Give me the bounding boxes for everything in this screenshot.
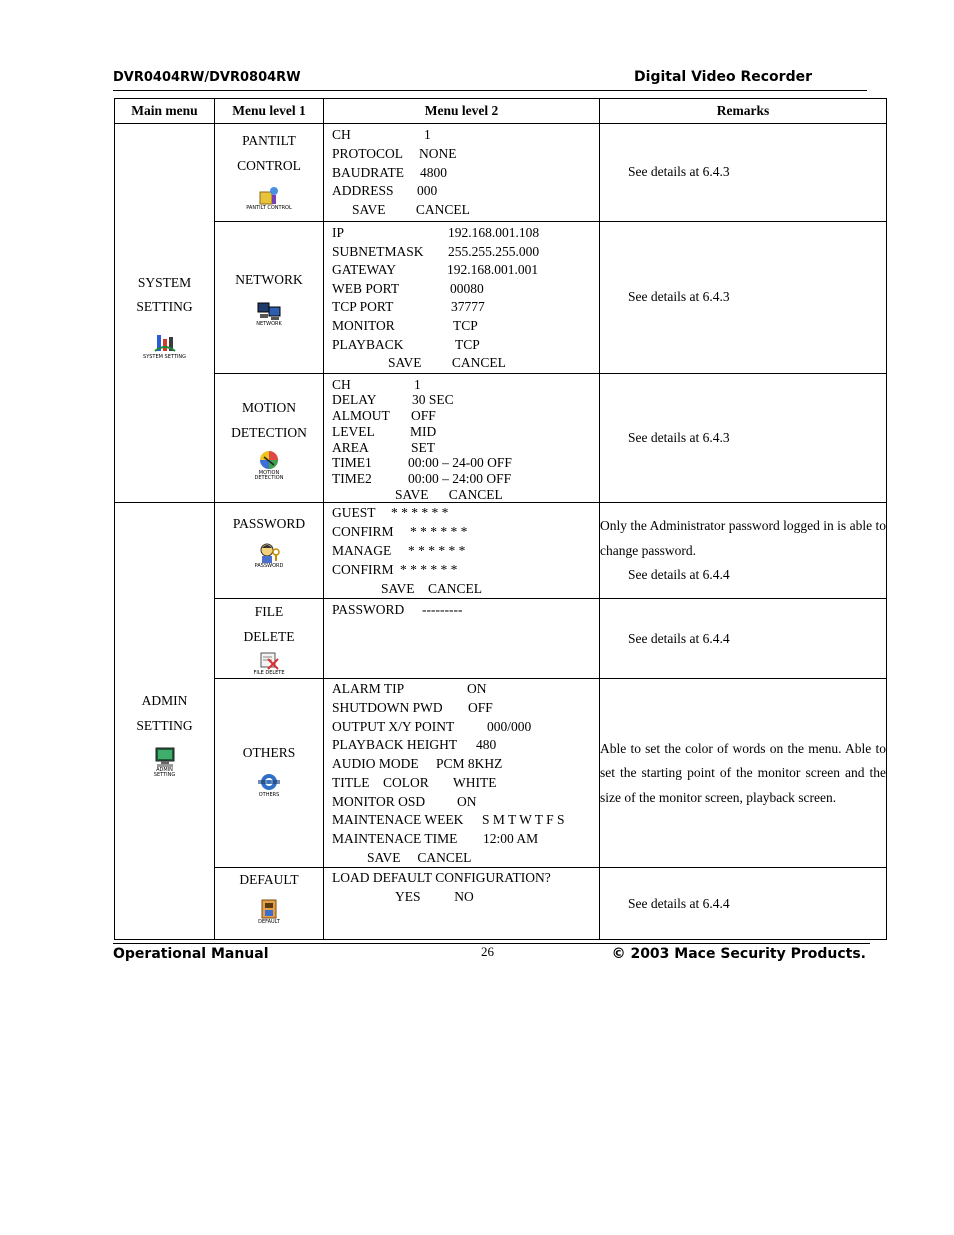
setting-value: S M T W T F S xyxy=(482,812,565,828)
default-icon xyxy=(256,898,282,924)
setting-key: BAUDRATE xyxy=(332,164,405,180)
col-header-remarks: Remarks xyxy=(600,99,887,124)
level1-network xyxy=(215,222,324,374)
setting-key: TIME2 xyxy=(332,470,372,486)
setting-row xyxy=(332,280,599,299)
pantilt-control-icon xyxy=(246,184,292,211)
setting-row xyxy=(332,736,599,755)
setting-value: * * * * * * xyxy=(400,561,458,577)
network-label: NETWORK xyxy=(235,271,303,287)
remark-password xyxy=(600,503,887,599)
level1-others xyxy=(215,679,324,868)
setting-key: SUBNETMASK xyxy=(332,243,424,259)
level1-default xyxy=(215,868,324,940)
setting-value: 255.255.255.000 xyxy=(448,243,540,259)
others-icon xyxy=(256,771,282,797)
level2-others-settings xyxy=(324,679,600,868)
setting-value: TCP xyxy=(455,336,480,352)
table-header-row xyxy=(115,99,887,124)
table-row-motion-detection xyxy=(115,373,887,503)
setting-row xyxy=(332,774,599,793)
setting-row xyxy=(332,504,599,523)
remark-text: See details at 6.4.3 xyxy=(628,429,730,445)
setting-key: TITLE COLOR xyxy=(332,774,429,790)
table-row-default xyxy=(115,868,887,940)
setting-value: 37777 xyxy=(451,299,485,315)
others-actions: SAVE CANCEL xyxy=(367,849,472,865)
setting-row xyxy=(332,755,599,774)
remark-pantilt xyxy=(600,124,887,222)
setting-key: SHUTDOWN PWD xyxy=(332,700,443,716)
setting-row xyxy=(332,224,599,243)
footer-manual-title: Operational Manual xyxy=(113,946,269,962)
remark-text: See details at 6.4.3 xyxy=(628,164,730,180)
page-footer xyxy=(113,943,870,968)
setting-value: MID xyxy=(410,423,437,439)
setting-value: OFF xyxy=(411,408,436,424)
setting-key: CH xyxy=(332,127,351,142)
setting-value: 00:00 – 24:00 OFF xyxy=(408,470,512,486)
setting-row xyxy=(332,699,599,718)
setting-row xyxy=(332,471,599,487)
level2-network-settings xyxy=(324,222,600,374)
page-number: 26 xyxy=(481,944,494,959)
setting-key: GUEST xyxy=(332,505,376,521)
pantilt-icon-caption: PANTILT CONTROL xyxy=(246,205,292,211)
system-setting-icon xyxy=(143,333,186,360)
level1-password xyxy=(215,503,324,599)
setting-key: PLAYBACK xyxy=(332,336,404,352)
default-actions: YES NO xyxy=(395,889,474,905)
setting-row xyxy=(332,377,599,393)
setting-value: --------- xyxy=(422,602,463,618)
admin-setting-icon xyxy=(152,746,178,780)
others-icon-caption: OTHERS xyxy=(258,791,280,798)
header-model: DVR0404RW/DVR0804RW xyxy=(113,70,301,85)
setting-value: SET xyxy=(411,439,436,455)
remark-description: Able to set the color of words on the menu. Able to set the starting point of the monitor screen and the size of the monitor screen, playback screen. xyxy=(600,740,886,805)
setting-key: MONITOR xyxy=(332,317,395,333)
setting-value: 30 SEC xyxy=(412,392,454,408)
default-icon-caption: DEFAULT xyxy=(258,919,280,926)
footer-copyright: © 2003 Mace Security Products. xyxy=(611,946,866,962)
file-delete-label-line2: DELETE xyxy=(243,629,295,645)
setting-row xyxy=(332,298,599,317)
setting-value: NONE xyxy=(419,145,457,161)
setting-key: GATEWAY xyxy=(332,262,396,278)
setting-row xyxy=(332,718,599,737)
remark-motion xyxy=(600,373,887,503)
setting-row xyxy=(332,126,599,145)
table-row-others xyxy=(115,679,887,868)
remark-text: See details at 6.4.3 xyxy=(628,289,730,305)
table-row-file-delete xyxy=(115,599,887,679)
setting-key: AREA xyxy=(332,439,369,455)
setting-value: * * * * * * xyxy=(408,542,466,558)
setting-row xyxy=(332,317,599,336)
admin-label-line2: SETTING xyxy=(136,718,193,734)
setting-row xyxy=(332,261,599,280)
password-icon xyxy=(256,542,282,568)
setting-key: PROTOCOL xyxy=(332,145,404,161)
pantilt-actions: SAVE CANCEL xyxy=(352,202,470,218)
level1-pantilt-control xyxy=(215,124,324,222)
col-header-main-menu: Main menu xyxy=(115,99,215,124)
system-label-line2: SETTING xyxy=(136,298,193,314)
level2-password-settings xyxy=(324,503,600,599)
setting-value: PCM 8KHZ xyxy=(436,756,503,772)
setting-value: ON xyxy=(457,793,477,809)
default-label: DEFAULT xyxy=(239,872,299,888)
setting-row xyxy=(332,811,599,830)
setting-row xyxy=(332,336,599,355)
header-product: Digital Video Recorder xyxy=(634,69,812,85)
setting-value: 00:00 – 24-00 OFF xyxy=(408,455,512,471)
setting-row xyxy=(332,145,599,164)
motion-icon-caption-1: MOTION xyxy=(258,470,280,477)
file-delete-icon-caption: FILE DELETE xyxy=(253,670,285,677)
setting-row xyxy=(332,408,599,424)
admin-icon-caption-2: SETTING xyxy=(153,772,176,779)
remark-default xyxy=(600,868,887,940)
default-question: LOAD DEFAULT CONFIGURATION? xyxy=(332,870,551,886)
setting-key: IP xyxy=(332,225,345,240)
others-label: OTHERS xyxy=(242,744,296,760)
network-icon-caption: NETWORK xyxy=(256,320,282,327)
system-icon-caption: SYSTEM SETTING xyxy=(143,353,186,360)
setting-key: ALMOUT xyxy=(332,408,390,424)
setting-value: OFF xyxy=(468,700,493,716)
network-icon xyxy=(256,300,282,326)
setting-key: MANAGE xyxy=(332,542,392,558)
setting-key: PLAYBACK HEIGHT xyxy=(332,737,458,753)
setting-row xyxy=(332,793,599,812)
setting-value: * * * * * * xyxy=(410,524,468,540)
setting-row xyxy=(332,440,599,456)
setting-key: CONFIRM xyxy=(332,561,394,577)
page-header xyxy=(113,68,867,91)
admin-label-line1: ADMIN xyxy=(141,693,188,709)
motion-icon-caption-2: DETECTION xyxy=(254,475,284,482)
level2-pantilt-settings xyxy=(324,124,600,222)
setting-key: ADDRESS xyxy=(332,183,394,199)
table-row-network xyxy=(115,222,887,374)
setting-value: TCP xyxy=(453,317,478,333)
table-row-pantilt xyxy=(115,124,887,222)
setting-row xyxy=(332,523,599,542)
menu-table xyxy=(114,98,887,940)
setting-key: DELAY xyxy=(332,392,377,408)
setting-value: 000 xyxy=(417,183,438,199)
setting-row xyxy=(332,542,599,561)
remark-file-delete xyxy=(600,599,887,679)
motion-detection-icon xyxy=(256,449,282,483)
setting-value: ON xyxy=(467,681,487,697)
remark-text: See details at 6.4.4 xyxy=(628,567,730,583)
setting-value: 192.168.001.108 xyxy=(448,225,540,240)
setting-key: TCP PORT xyxy=(332,299,394,315)
level1-file-delete xyxy=(215,599,324,679)
main-menu-system-setting xyxy=(115,124,215,503)
setting-key: MONITOR OSD xyxy=(332,793,426,809)
remark-others xyxy=(600,679,887,868)
password-label: PASSWORD xyxy=(232,516,306,532)
setting-value: 192.168.001.001 xyxy=(447,262,539,278)
motion-label-line1: MOTION xyxy=(242,400,296,416)
remark-network xyxy=(600,222,887,374)
password-icon-caption: PASSWORD xyxy=(254,563,284,570)
network-actions: SAVE CANCEL xyxy=(388,355,506,371)
setting-row xyxy=(332,182,599,201)
setting-key: MAINTENACE WEEK xyxy=(332,812,464,828)
remark-description: Only the Administrator password logged in is able to change password. xyxy=(600,518,886,558)
setting-value: 12:00 AM xyxy=(483,830,539,846)
pantilt-label-line1: PANTILT xyxy=(242,133,296,148)
setting-value: 1 xyxy=(414,376,421,392)
setting-value: 000/000 xyxy=(487,718,532,734)
motion-label-line2: DETECTION xyxy=(231,425,307,441)
level2-default-settings xyxy=(324,868,600,940)
file-delete-icon xyxy=(253,649,285,677)
setting-value: 1 xyxy=(424,127,431,142)
setting-row xyxy=(332,680,599,699)
setting-key: WEB PORT xyxy=(332,280,400,296)
setting-row xyxy=(332,561,599,580)
setting-row xyxy=(332,392,599,408)
password-actions: SAVE CANCEL xyxy=(381,580,483,596)
level2-motion-settings xyxy=(324,373,600,503)
setting-key: MAINTENACE TIME xyxy=(332,830,458,846)
system-label-line1: SYSTEM xyxy=(137,274,192,290)
setting-row xyxy=(332,424,599,440)
level2-file-delete-settings xyxy=(324,599,600,679)
setting-key: LEVEL xyxy=(332,423,375,439)
level1-motion-detection xyxy=(215,373,324,503)
setting-row xyxy=(332,455,599,471)
setting-key: CH xyxy=(332,376,351,392)
file-delete-label-line1: FILE xyxy=(254,604,284,620)
setting-value: 00080 xyxy=(450,280,484,296)
setting-key: OUTPUT X/Y POINT xyxy=(332,718,455,734)
setting-key: AUDIO MODE xyxy=(332,756,419,772)
pantilt-label-line2: CONTROL xyxy=(237,158,301,173)
main-menu-admin-setting xyxy=(115,503,215,940)
col-header-menu-level-2: Menu level 2 xyxy=(324,99,600,124)
setting-row xyxy=(332,601,599,620)
setting-row xyxy=(332,243,599,262)
setting-value: WHITE xyxy=(453,774,497,790)
setting-key: TIME1 xyxy=(332,455,372,471)
motion-actions: SAVE CANCEL xyxy=(395,486,503,502)
setting-key: PASSWORD xyxy=(332,602,405,618)
setting-value: * * * * * * xyxy=(391,505,449,521)
setting-row xyxy=(332,164,599,183)
setting-key: CONFIRM xyxy=(332,524,394,540)
col-header-menu-level-1: Menu level 1 xyxy=(215,99,324,124)
admin-icon-caption-1: ADMIN xyxy=(156,767,173,774)
setting-row xyxy=(332,830,599,849)
setting-value: 4800 xyxy=(420,164,447,180)
remark-text: See details at 6.4.4 xyxy=(628,895,730,911)
remark-text: See details at 6.4.4 xyxy=(628,630,730,646)
setting-value: 480 xyxy=(476,737,497,753)
table-row-password xyxy=(115,503,887,599)
setting-key: ALARM TIP xyxy=(332,681,405,697)
